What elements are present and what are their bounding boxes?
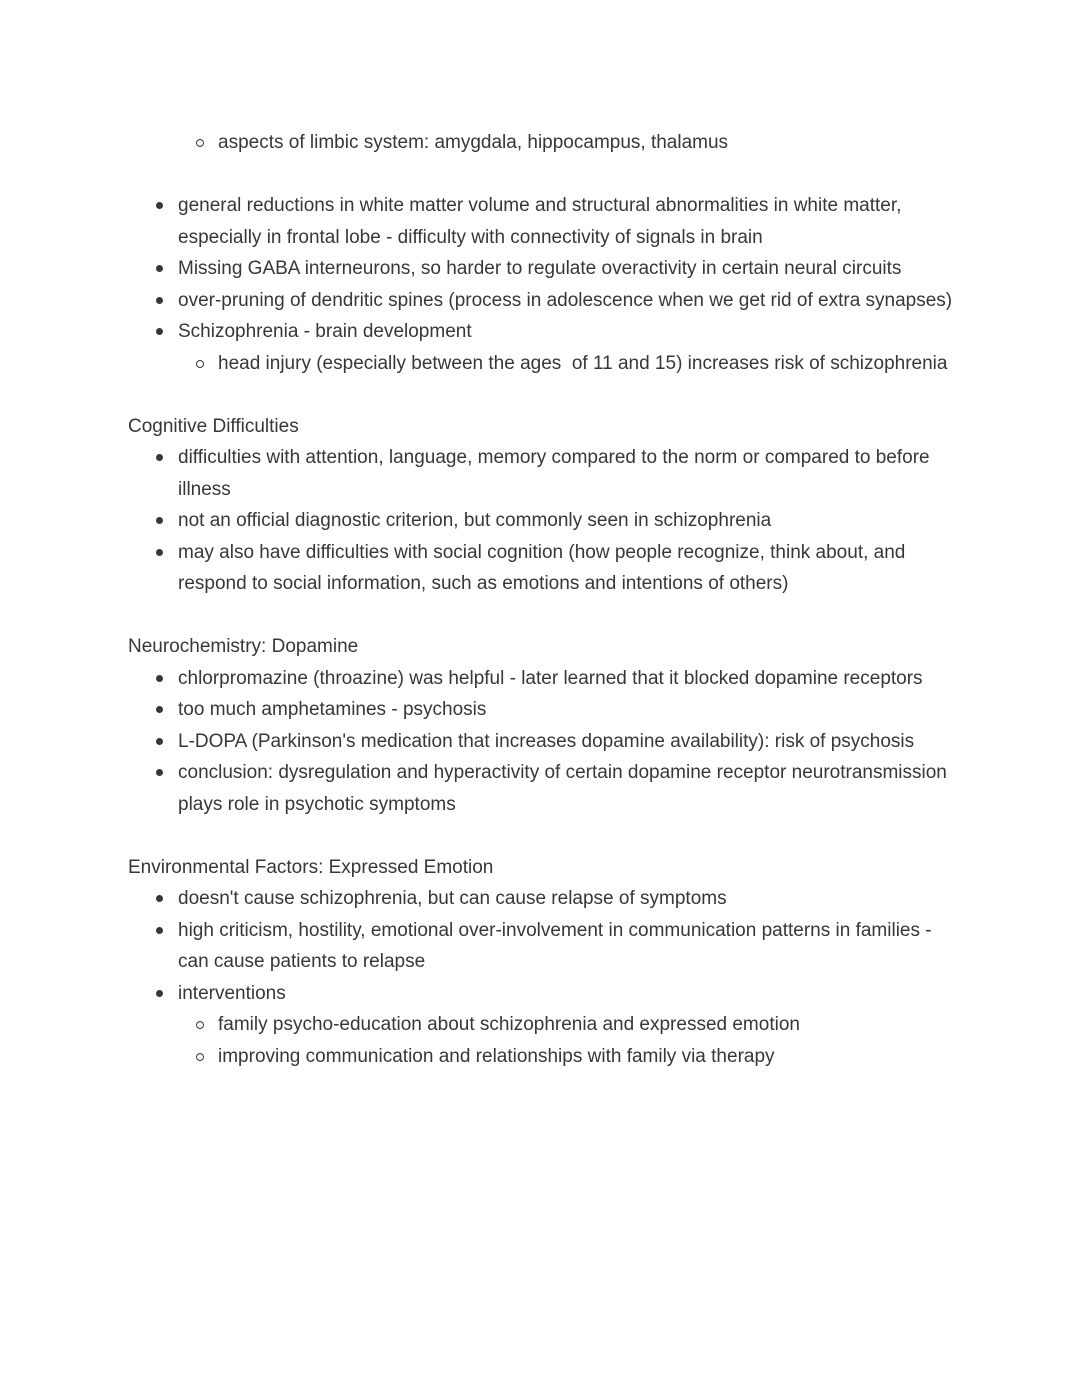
list-item-text: doesn't cause schizophrenia, but can cause relapse of symptoms (178, 888, 727, 909)
list-item (128, 442, 958, 505)
sub-list-item (128, 127, 958, 159)
list-item-text: general reductions in white matter volume and structural abnormalities in white matter, especially in frontal lobe - difficulty with connectivity of signals in brain (178, 195, 907, 248)
blank-line (128, 159, 958, 191)
bullet-circle-icon (196, 360, 204, 368)
section-heading (128, 631, 958, 663)
list-item (128, 253, 958, 285)
bullet-disc-icon (156, 738, 163, 745)
list-item-text: head injury (especially between the ages of 11 and 15) increases risk of schizophrenia (218, 352, 948, 374)
list-item-text: Schizophrenia - brain development (178, 321, 472, 342)
list-item-text: conclusion: dysregulation and hyperactivity of certain dopamine receptor neurotransmission plays role in psychotic symptoms (178, 762, 953, 815)
list-item (128, 663, 958, 695)
heading-text: Environmental Factors: Expressed Emotion (128, 856, 494, 878)
list-item (128, 537, 958, 600)
list-item (128, 316, 958, 348)
list-item (128, 694, 958, 726)
list-item-text: difficulties with attention, language, memory compared to the norm or compared to before illness (178, 447, 935, 500)
list-item (128, 190, 958, 253)
bullet-disc-icon (156, 454, 163, 461)
bullet-disc-icon (156, 990, 163, 997)
list-item (128, 726, 958, 758)
bullet-disc-icon (156, 297, 163, 304)
bullet-disc-icon (156, 927, 163, 934)
list-item-text: chlorpromazine (throazine) was helpful - later learned that it blocked dopamine receptors (178, 667, 923, 689)
bullet-disc-icon (156, 328, 163, 335)
list-item (128, 978, 958, 1010)
list-item-text: high criticism, hostility, emotional over-involvement in communication patterns in families - can cause patients to relapse (178, 919, 937, 972)
list-item-text: family psycho-education about schizophrenia and expressed emotion (218, 1014, 800, 1035)
bullet-circle-icon (196, 139, 204, 147)
bullet-circle-icon (196, 1021, 204, 1029)
bullet-disc-icon (156, 675, 163, 682)
bullet-disc-icon (156, 895, 163, 902)
list-item-text: aspects of limbic system: amygdala, hippocampus, thalamus (218, 132, 729, 153)
list-item (128, 285, 958, 317)
section-heading (128, 411, 958, 443)
list-item-text: too much amphetamines - psychosis (178, 699, 487, 720)
list-item (128, 505, 958, 537)
sub-list-item (128, 348, 958, 380)
sub-list-item (128, 1009, 958, 1041)
list-item (128, 883, 958, 915)
blank-line (128, 820, 958, 852)
bullet-disc-icon (156, 202, 163, 209)
blank-line (128, 379, 958, 411)
sub-list-item (128, 1041, 958, 1073)
list-item (128, 757, 958, 820)
section-heading (128, 852, 958, 884)
bullet-disc-icon (156, 706, 163, 713)
heading-text: Cognitive Difficulties (128, 415, 299, 437)
blank-line (128, 600, 958, 632)
bullet-disc-icon (156, 265, 163, 272)
list-item-text: interventions (178, 982, 286, 1004)
bullet-disc-icon (156, 549, 163, 556)
list-item-text: L-DOPA (Parkinson's medication that increases dopamine availability): risk of psychosis (178, 730, 915, 752)
list-item-text: not an official diagnostic criterion, but commonly seen in schizophrenia (178, 510, 772, 531)
list-item-text: Missing GABA interneurons, so harder to regulate overactivity in certain neural circuits (178, 258, 902, 279)
list-item (128, 915, 958, 978)
bullet-disc-icon (156, 769, 163, 776)
list-item-text: improving communication and relationships with family via therapy (218, 1045, 775, 1067)
bullet-disc-icon (156, 517, 163, 524)
bullet-circle-icon (196, 1053, 204, 1061)
list-item-text: over-pruning of dendritic spines (process in adolescence when we get rid of extra synapses) (178, 289, 953, 311)
heading-text: Neurochemistry: Dopamine (128, 636, 359, 657)
list-item-text: may also have difficulties with social cognition (how people recognize, think about, and respond to social information, such as emotions and intentions of others) (178, 541, 911, 594)
